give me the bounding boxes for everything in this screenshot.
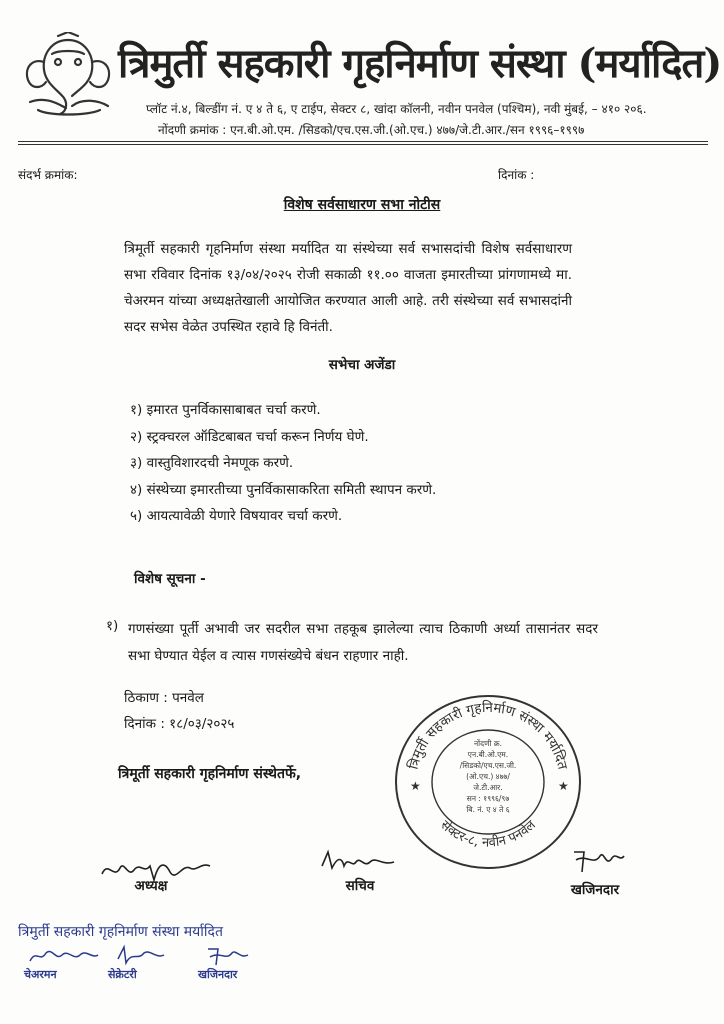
notice-body: त्रिमूर्ती सहकारी गृहनिर्माण संस्था मर्यादित या संस्थेच्या सर्व सभासदांची विशेष सर्वसाधारण सभा रविवार दिनांक १३/०४/२०२५ रोजी सकाळी ११.०० वाजता इमारतीच्या प्रांगणामध्ये मा. चेअरमन यांच्या अध्यक्षतेखाली आयोजित करण्यात आली आहे. तरी संस्थेच्या सर्व सभासदांनी सदर सभेस वेळेत उपस्थित रहावे हि विनंती. <box>124 241 572 335</box>
seal-inner-line: एन.बी.ओ.एम. <box>467 750 509 759</box>
society-stamp-name: त्रिमुर्ती सहकारी गृहनिर्माण संस्था मर्यादित <box>18 924 223 940</box>
place-row <box>124 688 204 706</box>
place-label: ठिकाण : <box>124 690 168 706</box>
star-icon: ★ <box>410 779 421 793</box>
seal-inner-line: /सिडको/एच.एस.जी. <box>459 761 517 770</box>
stamp-secretary-label: सेक्रेटरी <box>108 968 137 981</box>
seal-inner-line: सन : १९९६/९७ <box>466 794 510 803</box>
registration-number: नोंदणी क्रमांक : एन.बी.ओ.एम. /सिडको/एच.एस.जी.(ओ.एच.) ४७७/जे.टी.आर./सन १९९६–१९९७ <box>158 123 585 137</box>
society-stamp-roles <box>18 941 288 987</box>
agenda-item: ५) आयत्यावेळी येणारे विषयावर चर्चा करणे. <box>130 508 343 524</box>
president-label: अध्यक्ष <box>134 878 168 894</box>
star-icon: ★ <box>558 779 569 793</box>
seal-bottom-text: सेक्टर-८, नवीन पनवेल <box>437 817 539 851</box>
secretary-signature <box>318 848 398 874</box>
stamp-chairman-label: चेअरमन <box>24 968 57 981</box>
place-value: पनवेल <box>172 690 204 706</box>
society-rubber-stamp <box>18 922 288 987</box>
seal-inner-line: (ओ.एच.) ४७७/ <box>466 772 510 781</box>
seal-inner-line: नोंदणी क्र. <box>474 739 502 748</box>
org-address: प्लॉट नं.४, बिल्डींग नं. ए ४ ते ६, ए टाईप, सेक्टर ८, खांदा कॉलनी, नवीन पनवेल (पश्चिम), नवी मुंबई, – ४१० २०६. <box>146 102 647 116</box>
agenda-title: सभेचा अजेंडा <box>328 357 396 373</box>
header-rule-bottom <box>18 144 708 145</box>
stamp-signatures <box>22 943 262 969</box>
org-name: त्रिमुर्ती सहकारी गृहनिर्माण संस्था (मर्यादित) <box>118 40 722 87</box>
ganesha-logo-icon <box>18 32 118 118</box>
stamp-treasurer-label: खजिनदार <box>198 968 238 981</box>
agenda-item: ४) संस्थेच्या इमारतीच्या पुनर्विकासाकरिता समिती स्थापन करणे. <box>130 481 437 498</box>
special-note-number: १) <box>106 618 119 634</box>
date-row <box>124 714 234 732</box>
seal-outer-text: त्रिमुर्ती सहकारी गृहनिर्माण संस्था मर्यादित <box>405 699 571 772</box>
date-label: दिनांक : <box>124 716 165 732</box>
special-note-text: गणसंख्या पूर्ती अभावी जर सदरील सभा तहकूब झालेल्या त्याच ठिकाणी अर्ध्या तासानंतर सदर सभा घेण्यात येईल व त्यास गणसंख्येचे बंधन राहणार नाही. <box>128 621 598 664</box>
secretary-label: सचिव <box>345 878 375 894</box>
seal-inner-line: बि. नं. ए ४ ते ६ <box>466 805 510 814</box>
treasurer-label: खजिनदार <box>570 882 620 898</box>
on-behalf-of: त्रिमूर्ती सहकारी गृहनिर्माण संस्थेतर्फे, <box>118 766 302 782</box>
notice-title: विशेष सर्वसाधारण सभा नोटीस <box>283 197 441 213</box>
agenda-list <box>130 397 436 530</box>
agenda-item: २) स्ट्रक्चरल ऑडिटबाबत चर्चा करून निर्णय घेणे. <box>130 428 369 445</box>
seal-inner-line: जे.टी.आर. <box>473 783 503 792</box>
special-note-heading: विशेष सूचना - <box>134 571 206 587</box>
society-seal <box>388 688 588 874</box>
header-rule-top <box>18 141 708 142</box>
agenda-item: ३) वास्तुविशारदची नेमणूक करणे. <box>130 455 294 471</box>
treasurer-signature <box>570 846 626 876</box>
header-date-label: दिनांक : <box>498 168 535 182</box>
agenda-item: १) इमारत पुनर्विकासाबाबत चर्चा करणे. <box>130 402 321 418</box>
reference-label: संदर्भ क्रमांक: <box>18 168 78 182</box>
date-value: १८/०३/२०२५ <box>169 716 235 732</box>
